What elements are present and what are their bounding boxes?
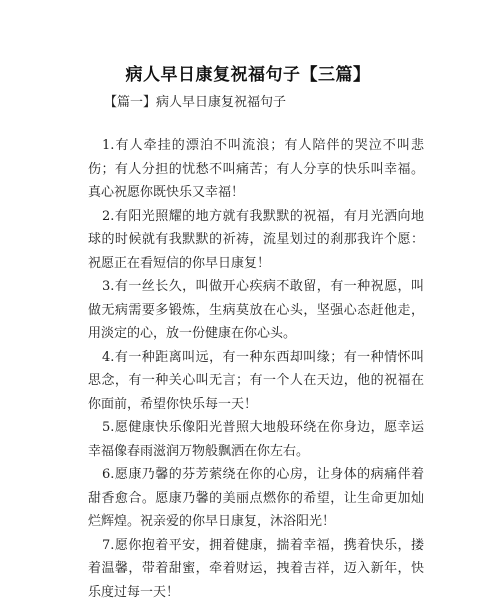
section-heading: 【篇一】病人早日康复祝福句子 [104, 91, 286, 110]
paragraph-1: 1.有人牵挂的漂泊不叫流浪；有人陪伴的哭泣不叫悲伤；有人分担的忧愁不叫痛苦；有人分享的快乐叫幸福。真心祝愿你既快乐又幸福！ [88, 134, 424, 205]
paragraph-7: 7.愿你抱着平安，拥着健康，揣着幸福，携着快乐，搂着温馨，带着甜蜜，牵着财运，拽着吉祥，迈入新年，快乐度过每一天！ [88, 534, 424, 604]
paragraph-3: 3.有一丝长久，叫做开心疾病不敢留，有一种祝愿，叫做无病需要多锻炼，生病莫放在心头，坚强心态赶他走，用淡定的心，放一份健康在你心头。 [88, 275, 424, 346]
paragraph-4: 4.有一种距离叫远，有一种东西却叫缘；有一种情怀叫思念，有一种关心叫无言；有一个人在天边，他的祝福在你面前，希望你快乐每一天！ [88, 346, 424, 417]
document-body [88, 134, 424, 604]
paragraph-6: 6.愿康乃馨的芬芳萦绕在你的心房，让身体的病痛伴着甜香愈合。愿康乃馨的美丽点燃你的希望，让生命更加灿烂辉煌。祝亲爱的你早日康复，沐浴阳光！ [88, 463, 424, 534]
paragraph-5: 5.愿健康快乐像阳光普照大地般环绕在你身边，愿幸运幸福像春雨滋润万物般飘洒在你左右。 [88, 416, 424, 463]
paragraph-2: 2.有阳光照耀的地方就有我默默的祝福，有月光洒向地球的时候就有我默默的祈祷，流星划过的刹那我许个愿：祝愿正在看短信的你早日康复！ [88, 205, 424, 276]
document-title: 病人早日康复祝福句子【三篇】 [0, 60, 496, 85]
